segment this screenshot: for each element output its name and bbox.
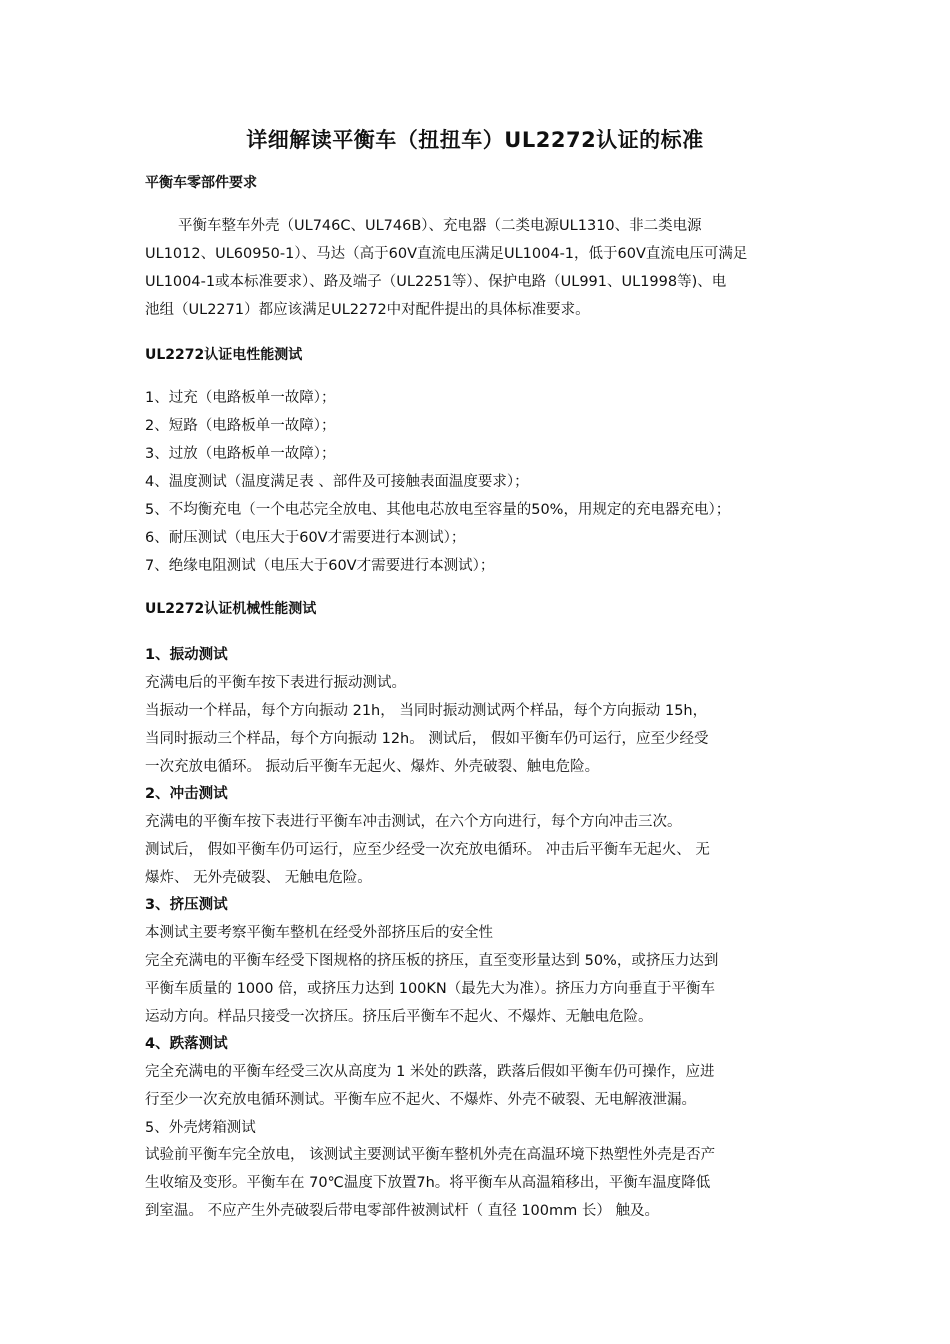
paragraph-line: 爆炸、 无外壳破裂、 无触电危险。 — [145, 870, 372, 886]
paragraph-line: 完全充满电的平衡车经受下图规格的挤压板的挤压，直至变形量达到 50%，或挤压力达到 — [145, 953, 719, 969]
subsection-heading-crush: 3、挤压测试 — [145, 897, 228, 913]
list-item: 5、不均衡充电（一个电芯完全放电、其他电芯放电至容量的50%，用规定的充电器充电）； — [145, 502, 731, 518]
paragraph-line: UL1004-1或本标准要求）、路及端子（UL2251等）、保护电路（UL991、UL1998等)、电 — [145, 274, 727, 290]
paragraph-line: 平衡车整车外壳（UL746C、UL746B）、充电器（二类电源UL1310、非二类电源 — [178, 218, 702, 234]
subsection-heading-oven: 5、外壳烤箱测试 — [145, 1120, 256, 1136]
paragraph-line: 运动方向。样品只接受一次挤压。挤压后平衡车不起火、不爆炸、无触电危险。 — [145, 1009, 653, 1025]
paragraph-line: 测试后， 假如平衡车仍可运行，应至少经受一次充放电循环。 冲击后平衡车无起火、 无 — [145, 842, 710, 858]
paragraph-line: 充满电后的平衡车按下表进行振动测试。 — [145, 675, 406, 691]
paragraph-line: 当振动一个样品，每个方向振动 21h， 当同时振动测试两个样品，每个方向振动 15h， — [145, 703, 708, 719]
list-item: 6、耐压测试（电压大于60V才需要进行本测试）； — [145, 530, 466, 546]
paragraph-line: UL1012、UL60950-1）、马达（高于60V直流电压满足UL1004-1，低于60V直流电压可满足 — [145, 246, 748, 262]
paragraph-line: 充满电的平衡车按下表进行平衡车冲击测试，在六个方向进行，每个方向冲击三次。 — [145, 814, 682, 830]
list-item: 3、过放（电路板单一故障）； — [145, 446, 336, 462]
paragraph-line: 本测试主要考察平衡车整机在经受外部挤压后的安全性 — [145, 925, 493, 941]
section-heading-components: 平衡车零部件要求 — [145, 175, 257, 191]
list-item: 2、短路（电路板单一故障）； — [145, 418, 336, 434]
paragraph-line: 完全充满电的平衡车经受三次从高度为 1 米处的跌落，跌落后假如平衡车仍可操作，应进 — [145, 1064, 715, 1080]
subsection-heading-vibration: 1、振动测试 — [145, 647, 228, 663]
section-heading-electrical: UL2272认证电性能测试 — [145, 347, 303, 363]
paragraph-line: 平衡车质量的 1000 倍，或挤压力达到 100KN（最先大为准）。挤压力方向垂直于平衡车 — [145, 981, 716, 997]
paragraph-line: 到室温。 不应产生外壳破裂后带电零部件被测试杆（ 直径 100mm 长） 触及。 — [145, 1203, 659, 1219]
paragraph-line: 池组（UL2271）都应该满足UL2272中对配件提出的具体标准要求。 — [145, 302, 590, 318]
list-item: 1、过充（电路板单一故障）； — [145, 390, 336, 406]
list-item: 7、绝缘电阻测试（电压大于60V才需要进行本测试）； — [145, 558, 495, 574]
paragraph-line: 行至少一次充放电循环测试。平衡车应不起火、不爆炸、外壳不破裂、无电解液泄漏。 — [145, 1092, 696, 1108]
subsection-heading-drop: 4、跌落测试 — [145, 1036, 228, 1052]
paragraph-line: 试验前平衡车完全放电， 该测试主要测试平衡车整机外壳在高温环境下热塑性外壳是否产 — [145, 1147, 716, 1163]
subsection-heading-impact: 2、冲击测试 — [145, 786, 228, 802]
paragraph-line: 生收缩及变形。平衡车在 70℃温度下放置7h。将平衡车从高温箱移出，平衡车温度降低 — [145, 1175, 711, 1191]
list-item: 4、温度测试（温度满足表 、部件及可接触表面温度要求）； — [145, 474, 529, 490]
paragraph-line: 一次充放电循环。 振动后平衡车无起火、爆炸、外壳破裂、触电危险。 — [145, 759, 600, 775]
section-heading-mechanical: UL2272认证机械性能测试 — [145, 601, 317, 617]
document-title: 详细解读平衡车（扭扭车）UL2272认证的标准 — [246, 128, 704, 152]
paragraph-line: 当同时振动三个样品，每个方向振动 12h。 测试后， 假如平衡车仍可运行，应至少经受 — [145, 731, 709, 747]
